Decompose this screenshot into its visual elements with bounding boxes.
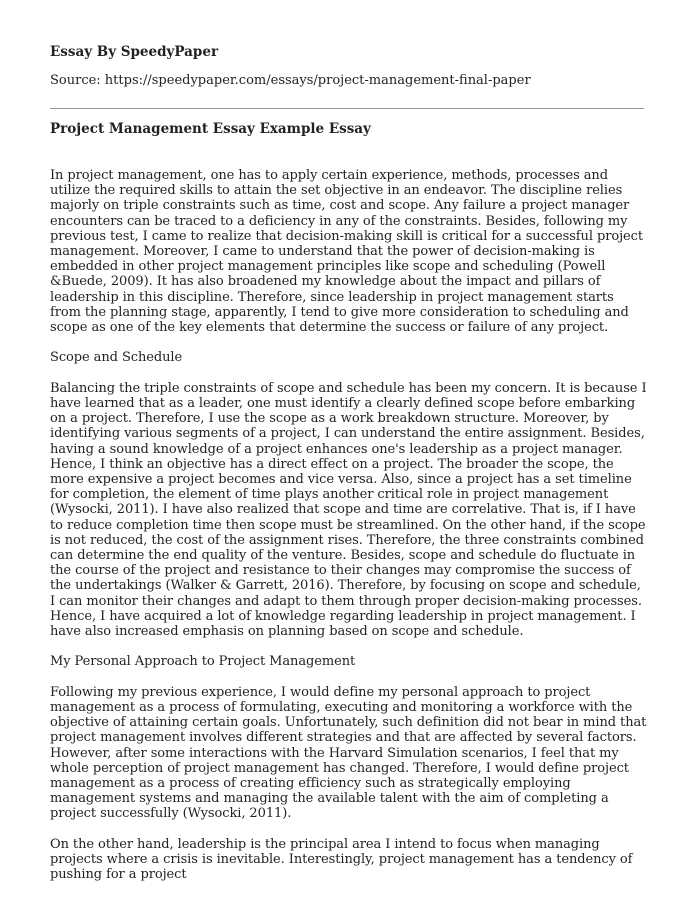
body-paragraph-intro: In project management, one has to apply certain experience, methods, processes and utilize the required skills to attain the set objective in an endeavor. The discipline relies majorly on triple constraints such as time, cost and scope. Any failure a project manager encounters can be traced to a deficiency in any of the constraints. Besides, following my previous test, I came to realize that decision-making skill is critical for a successful project management. Moreover, I came to understand that the power of decision-making is embedded in other project management principles like scope and scheduling (Powell &Buede, 2009). It has also broadened my knowledge about the impact and pillars of leadership in this discipline. Therefore, since leadership in project management starts from the planning stage, apparently, I tend to give more consideration to scheduling and scope as one of the key elements that determine the success or failure of any project. [50, 168, 643, 336]
body-paragraph-leadership: On the other hand, leadership is the principal area I intend to focus when managing projects where a crisis is inevitable. Interestingly, project management has a tendency of pushing for a project [50, 836, 633, 883]
body-paragraph-scope-schedule: Balancing the triple constraints of scope and schedule has been my concern. It is because I have learned that as a leader, one must identify a clearly defined scope before embarking on a project. Therefore, I use the scope as a work breakdown structure. Moreover, by identifying various segments of a project, I can understand the entire assignment. Besides, having a sound knowledge of a project enhances one's leadership as a project manager. Hence, I think an objective has a direct effect on a project. The broader the scope, the more expensive a project becomes and vice versa. Also, since a project has a set timeline for completion, the element of time plays another critical role in project management (Wysocki, 2011). I have also realized that scope and time are correlative. That is, if I have to reduce completion time then scope must be streamlined. On the other hand, if the scope is not reduced, the cost of the assignment rises. Therefore, the three constraints combined can determine the end quality of the venture. Besides, scope and schedule do fluctuate in the course of the project and resistance to their changes may compromise the success of the undertakings (Walker & Garrett, 2016). Therefore, by focusing on scope and schedule, I can monitor their changes and adapt to them through proper decision-making processes. Hence, I have acquired a lot of knowledge regarding leadership in project management. I have also increased emphasis on planning based on scope and schedule. [50, 380, 647, 640]
body-paragraph-personal-approach: Following my previous experience, I would define my personal approach to project management as a process of formulating, executing and monitoring a workforce with the objective of attaining certain goals. Unfortunately, such definition did not bear in mind that project management involves different strategies and that are affected by several factors. However, after some interactions with the Harvard Simulation scenarios, I feel that my whole perception of project management has changed. Therefore, I would define project management as a process of creating efficiency such as strategically employing management systems and managing the available talent with the aim of completing a project successfully (Wysocki, 2011). [50, 684, 647, 822]
section-heading-personal-approach: My Personal Approach to Project Management [50, 654, 356, 670]
document-body [50, 168, 648, 898]
essay-author-header: Essay By SpeedyPaper [50, 44, 219, 60]
source-url-line: Source: https://speedypaper.com/essays/project-management-final-paper [50, 73, 531, 88]
document-title: Project Management Essay Example Essay [50, 121, 371, 137]
header-divider [50, 108, 644, 109]
section-heading-scope-schedule: Scope and Schedule [50, 350, 183, 366]
